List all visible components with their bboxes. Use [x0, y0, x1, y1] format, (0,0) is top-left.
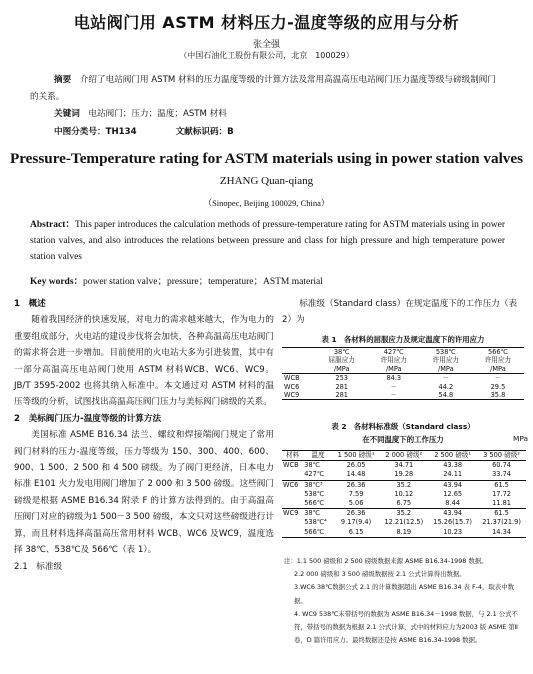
table-notes	[284, 555, 524, 647]
table2-cell: 26.36	[333, 509, 380, 519]
table2-cell: 538℃	[304, 489, 325, 498]
table2-cell	[282, 499, 303, 509]
table1-row	[282, 391, 524, 400]
paper-title-zh: 电站阀门用 ASTM 材料压力-温度等级的应用与分析	[73, 13, 460, 32]
table2-cell: 24.11	[443, 470, 463, 479]
table2-cell: 7.59	[348, 489, 364, 498]
keywords-en-text: power station valve；pressure；temperature；ASTM material	[83, 277, 323, 287]
cls-label: 中图分类号：	[54, 127, 106, 137]
table2-cell: 17.72	[492, 489, 511, 498]
table2-cell: 33.74	[492, 470, 511, 479]
table2-row	[282, 518, 526, 527]
table2-header-cell: 3 500 磅级²	[483, 451, 520, 459]
table2-cell: 10.12	[394, 489, 414, 498]
table1-cell: 281	[335, 391, 349, 400]
table2-cell: 8.19	[396, 527, 412, 536]
table2-header-cell: 温度	[311, 451, 325, 459]
table1-cell: 281	[335, 382, 349, 391]
table1-cell: －	[442, 374, 450, 383]
keywords-zh-label: 关键词	[54, 109, 80, 119]
keywords-zh	[54, 107, 227, 119]
table2-cell: 19.28	[394, 470, 414, 479]
table1-cell: 29.5	[490, 382, 506, 391]
paragraph-2: 美国标准 ASME B16.34 法兰、螺纹和焊接端阀门规定了常用阀门材料的压力-温度等级，压力等级为 150、300、400、600、900、1 500、2 500 和 4 500 磅级。为了阀门更经济，日本电力标准 E101 火力发电用阀门增加了 2 000 和 3 500 磅级。这些阀门磅级是根据 ASME B16.34 附录 F 的计算方法得到的。由于高温高压阀门对应的磅级为1 500－3 500 磅级，本文只对这些磅级进行计算，而且材料选择高温高压常用材料 WCB、WC6 及WC9，温度选择 38℃、538℃及 566℃（表 1）。	[14, 430, 274, 556]
table2-cell: 566℃	[304, 499, 325, 508]
table2-cell: 9.17(9.4)	[340, 518, 372, 527]
paragraph-1: 随着我国经济的快速发展，对电力的需求越来越大，作为电力的重要组成部分，火电站的建设步伐将会加快，各种高温高压电站阀门的需求将会进一步增加。目前使用的火电站大多为引进装置，其中有一部分高温高压电站阀门使用 ASTM 材料WCB、WC6、WC9。JB/T 3595-2002 也将其纳入标准中。本文通过对 ASTM 材料的温压等级的分析，试图找出高温高压阀门压力与美标阀门磅级的关系。	[14, 315, 274, 408]
table2-row	[282, 480, 526, 490]
table2-cell: 6.15	[348, 527, 364, 536]
table2-cell	[282, 518, 303, 527]
table2-cell: 38℃	[304, 461, 320, 470]
body-right-column	[282, 296, 522, 329]
table2-cell: 8.44	[445, 499, 460, 508]
table2-cell: 11.81	[492, 499, 511, 508]
author-zh: 张全强	[252, 40, 280, 50]
table2-row	[282, 490, 526, 499]
table2-cell: 38℃	[303, 509, 333, 519]
table2-cell: 6.75	[396, 499, 412, 508]
section-heading-2-1: 2.1 标准级	[14, 561, 63, 572]
table1-cell: －	[494, 374, 502, 383]
table1-caption: 表 1 各材料的屈服应力及规定温度下的许用应力	[321, 335, 485, 344]
table1-header-row	[282, 348, 524, 374]
table2-row	[282, 499, 526, 509]
table2-cell: WC6	[282, 480, 303, 490]
table2-cell: 12.65	[443, 489, 463, 498]
table1	[282, 347, 524, 400]
table2-cell: 15.26(15.7)	[433, 518, 472, 527]
table2-header-cell: 2 000 磅级²	[385, 451, 423, 459]
affiliation-zh: （中国石油化工股份有限公司，北京 100029）	[179, 51, 354, 60]
table2-cell: 43.38	[443, 461, 463, 470]
table2-cell	[282, 528, 303, 538]
table2-caption-2: 在不同温度下的工作压力 MPa	[362, 434, 528, 444]
table2-cell: 10.23	[443, 527, 463, 536]
table2	[282, 450, 526, 538]
table1-cell: 84.3	[386, 374, 402, 383]
table2-cell	[282, 470, 303, 480]
table1-caption-wrap	[282, 334, 524, 345]
table2-caption-wrap	[282, 421, 528, 445]
table2-cell: 14.48	[346, 470, 366, 479]
right-intro: 标准级（Standard class）在规定温度下的工作压力（表 2）为	[282, 299, 518, 326]
table1-cell: WC9	[284, 391, 300, 400]
doc-label: 文献标识码：	[175, 127, 228, 137]
table2-cell: 21.37(21.9)	[482, 518, 521, 527]
table2-row	[282, 470, 526, 480]
table1-header-cell: 566℃ 许用应力 /MPa	[484, 348, 512, 373]
body-left-column	[14, 296, 274, 575]
table2-header-cell: 材料	[286, 451, 300, 459]
keywords-en-label: Key words：	[30, 277, 84, 287]
table1-cell: WC6	[284, 382, 300, 391]
table1-header-cell: 427℃ 许用应力 /MPa	[380, 348, 407, 373]
table1-cell: 35.8	[490, 391, 506, 400]
table1-row	[282, 383, 524, 391]
table2-cell: 43.94	[428, 480, 477, 490]
table1-header-cell: 538℃ 许用应力 /MPa	[432, 348, 460, 373]
table2-cell: WCB	[283, 461, 299, 470]
table1-cell: －	[390, 382, 398, 391]
table2-cell: 26.36	[333, 480, 380, 490]
note: 3.WC6 38℃数据公式 2.1 的计算数据超出 ASME B16.34 表 F-4，取表中数据。	[294, 583, 514, 605]
table2-cell: 566℃	[304, 527, 325, 536]
paper-title-en: Pressure-Temperature rating for ASTM materials using in power station valves	[9, 150, 524, 167]
keywords-zh-text: 电站阀门；压力；温度；ASTM 材料	[88, 109, 227, 119]
table2-cell: 34.71	[394, 461, 414, 470]
note: 4. WC9 538℃未带括号的数据为 ASME B16.34－1998 数据，与 2.1 公式不符，带括号的数据为根据 2.1 公式计算，式中的材料应力为2003 版 ASME 第Ⅱ卷，D 篇许用应力。最终数据还是按 ASME B16.34-1998 数据。	[294, 609, 518, 645]
table2-cell: 427℃	[304, 470, 325, 479]
table2-row	[282, 528, 526, 538]
table2-header-cell: 1 500 磅级¹	[337, 451, 375, 459]
table2-cell: 14.34	[492, 527, 511, 536]
section-heading-2: 2 美标阀门压力-温度等级的计算方法	[14, 413, 162, 424]
table2-cell: 60.74	[492, 461, 511, 470]
abstract-en	[30, 217, 505, 265]
table2-cell: 538℃⁴	[304, 518, 327, 527]
table1-cell: WCB	[284, 374, 300, 383]
abstract-en-text: This paper introduces the calculation methods of pressure-temperature rating for ASTM materials using in power station valves, and also introduces the relations between pressure and class for high pressure and high temperature power station valves	[30, 220, 505, 262]
table2-cell: 35.2	[379, 509, 428, 519]
table2-header-row	[282, 451, 526, 461]
table2-header-cell: 2 500 磅级¹	[434, 451, 472, 459]
table2-caption: 表 2 各材料标准级（Standard class）	[331, 422, 475, 431]
note: 2.2 000 磅级和 3 500 磅级数据按 2.1 公式计算得出数据。	[294, 570, 466, 579]
table1-cell: 44.2	[438, 382, 454, 391]
keywords-en	[30, 273, 323, 287]
abstract-zh-label: 摘要	[54, 75, 72, 85]
classification-line	[54, 125, 234, 137]
table1-cell: 54.8	[438, 391, 454, 400]
table2-cell: 61.5	[477, 480, 526, 490]
table2-cell: 38℃³	[303, 480, 333, 490]
table2-cell: WC9	[282, 509, 303, 519]
note: 注：1.1 500 磅级和 2 500 磅级数据来源 ASME B16.34-1998 数据。	[284, 557, 488, 565]
abstract-zh-text: 介绍了电站阀门用 ASTM 材料的压力温度等级的计算方法及常用高温高压电站阀门压力温度等级与磅级制阀门的关系。	[30, 75, 496, 102]
abstract-zh	[30, 72, 500, 106]
table2-cell: 61.5	[477, 509, 526, 519]
table2-cell: 5.06	[348, 499, 364, 508]
table2-cell: 35.2	[379, 480, 428, 490]
table1-cell: －	[390, 391, 398, 400]
table1-cell: 253	[335, 374, 349, 383]
table1-header-cell: 38℃ 屈服应力 /MPa	[328, 348, 355, 373]
section-heading-1: 1 概述	[14, 299, 46, 309]
doc-value: B	[227, 127, 234, 137]
abstract-en-label: Abstract：	[30, 220, 75, 230]
table2-cell	[282, 490, 303, 499]
affiliation-en: （Sinopec, Beijing 100029, China）	[203, 198, 330, 208]
table1-header-blank	[282, 348, 316, 374]
table2-unit: MPa	[512, 434, 528, 443]
table1-row	[282, 374, 524, 383]
cls-value: TH134	[105, 127, 137, 137]
table2-cell: 43.94	[428, 509, 477, 519]
table2-row	[282, 461, 526, 471]
table2-row	[282, 509, 526, 519]
table2-cell: 26.05	[346, 461, 366, 470]
table2-cell: 12.21(12.5)	[384, 518, 424, 527]
author-en: ZHANG Quan-qiang	[219, 175, 314, 187]
